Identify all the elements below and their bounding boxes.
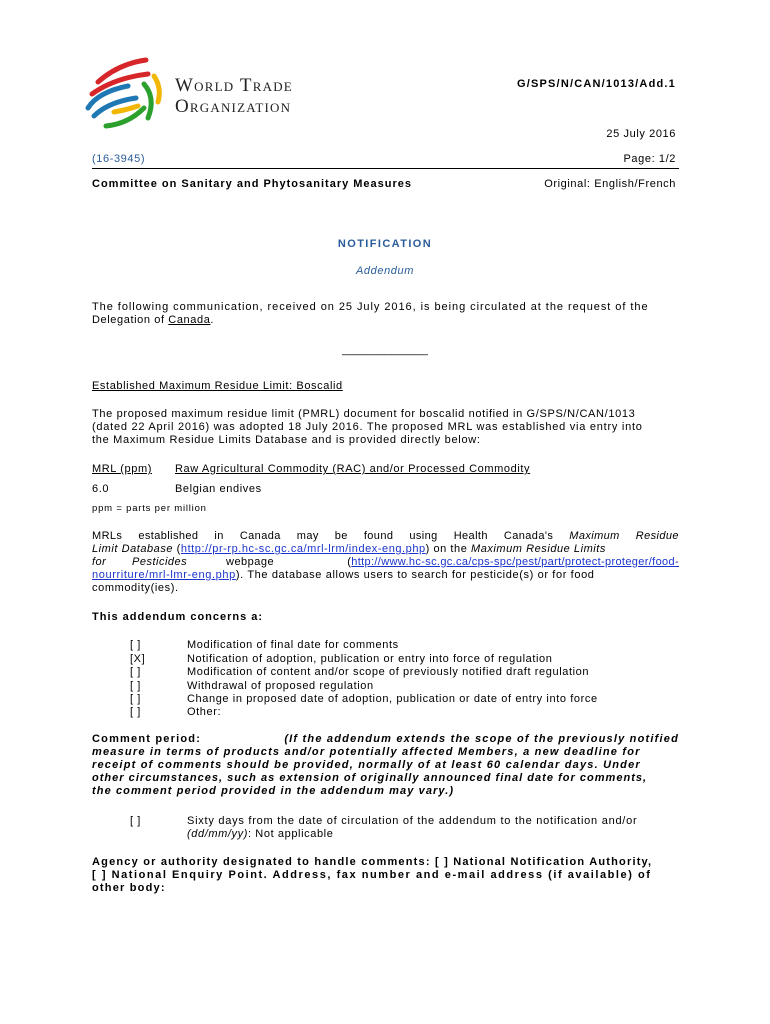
comment-checkbox[interactable]: [ ] [130,815,141,827]
section-para-line1: The proposed maximum residue limit (PMRL) document for boscalid notified in G/SPS/N/CAN/1013 [92,408,636,420]
mrls-line2 [92,542,606,556]
checkbox[interactable]: [ ] [130,680,141,692]
page-number: Page: 1/2 [623,153,676,165]
separator-line: ______________ [342,344,428,356]
concerns-heading: This addendum concerns a: [92,611,264,623]
comment-period-line3: receipt of comments should be provided, normally of at least 60 calendar days. Under [92,759,641,771]
doc-date: 25 July 2016 [606,128,676,140]
ref-number: (16-3945) [92,153,146,165]
org-name [175,75,293,117]
concern-label: Change in proposed date of adoption, publication or date of entry into force [187,693,598,705]
rac-column-header: Raw Agricultural Commodity (RAC) and/or Processed Commodity [175,463,531,475]
database-name: Limit Database [92,543,174,555]
agency-line3: other body: [92,882,166,894]
mrls-line3 [92,555,679,569]
doc-symbol: G/SPS/N/CAN/1013/Add.1 [516,78,676,90]
checkbox[interactable]: [ ] [130,693,141,705]
mrls-word: Canada [239,530,281,542]
mrls-word: established [138,530,199,542]
agency-line1: Agency or authority designated to handle comments: [ ] National Notification Authority, [92,856,653,868]
mrls-text: ). The database allows users to search for pesticide(s) or for food [235,569,595,581]
ppm-footnote: ppm = parts per million [92,503,207,514]
intro-line2 [92,313,214,327]
checkbox[interactable]: [ ] [130,666,141,678]
agency-line2: [ ] National Enquiry Point. Address, fax number and e-mail address (if available) of [92,869,652,881]
mrls-word: Maximum [569,530,620,542]
org-name-line2: Organization [175,96,292,117]
mrl-value: 6.0 [92,483,110,495]
original-language: Original: English/French [544,178,676,190]
checkbox-checked[interactable]: [X] [130,653,146,665]
mrls-word: Residue [635,530,679,542]
section-para-line3: the Maximum Residue Limits Database and is provided directly below: [92,434,481,446]
commodity-value: Belgian endives [175,483,262,495]
webpage-link-wrap [295,555,679,569]
concern-label: Notification of adoption, publication or entry into force of regulation [187,653,553,665]
mrls-word: webpage [226,556,275,568]
comment-period-label: Comment period: [92,733,202,745]
concern-label: Other: [187,706,222,718]
mrls-line5: commodity(ies). [92,582,179,594]
mrls-word: MRLs [92,530,123,542]
mrls-text: ) on the [425,543,471,555]
mrls-word: found [363,530,394,542]
mrls-line1 [92,529,679,543]
intro-line1: The following communication, received on 25 July 2016, is being circulated at the request of the [92,301,649,313]
mrls-word: using [409,530,438,542]
comment-option-line1: Sixty days from the date of circulation of the addendum to the notification and/or [187,815,638,827]
date-format: (dd/mm/yy) [187,828,248,840]
mrls-word: for [92,556,107,568]
webpage-name: Maximum Residue Limits [470,543,606,555]
not-applicable: : Not applicable [248,828,334,840]
concern-label: Withdrawal of proposed regulation [187,680,374,692]
org-name-line1: World Trade [175,75,293,96]
paren: ( [347,556,352,568]
header-divider [92,168,679,169]
section-para-line2: (dated 22 April 2016) was adopted 18 July 2016. The proposed MRL was established via entry into [92,421,643,433]
mrls-word: in [214,530,224,542]
section-heading: Established Maximum Residue Limit: Boscalid [92,380,343,392]
committee-name: Committee on Sanitary and Phytosanitary Measures [92,178,413,190]
mrl-column-header: MRL (ppm) [92,463,152,475]
mrls-word: be [334,530,348,542]
comment-period-line4: other circumstances, such as extension of originally announced final date for comments, [92,772,648,784]
concern-label: Modification of content and/or scope of previously notified draft regulation [187,666,590,678]
pesticides-webpage-link-cont[interactable]: nourriture/mrl-lmr-eng.php [92,569,236,581]
notification-title: NOTIFICATION [337,238,433,250]
mrls-word: Health [453,530,488,542]
comment-period-line2: measure in terms of products and/or potentially affected Members, a new deadline for [92,746,641,758]
checkbox[interactable]: [ ] [130,706,141,718]
addendum-subtitle: Addendum [355,265,414,277]
mrls-line4 [92,568,595,582]
comment-option-line2 [187,827,333,841]
comment-period-line5: the comment period provided in the addendum may vary.) [92,785,455,797]
mrls-word: Pesticides [132,556,188,568]
mrl-database-link[interactable]: http://pr-rp.hc-sc.gc.ca/mrl-lrm/index-eng.php [180,543,426,555]
comment-period-line1 [92,732,679,746]
pesticides-webpage-link[interactable]: http://www.hc-sc.gc.ca/cps-spc/pest/part/protect-proteger/food- [351,556,679,568]
checkbox[interactable]: [ ] [130,639,141,651]
mrls-word: Canada's [503,530,554,542]
wto-logo [84,52,166,134]
intro-suffix: . [210,314,215,326]
comment-period-text: (If the addendum extends the scope of the previously notified [284,733,679,745]
paren: ( [173,543,181,555]
mrls-word: may [296,530,319,542]
intro-prefix: Delegation of [92,314,169,326]
wto-logo-icon [84,52,166,134]
country-canada: Canada [168,314,211,326]
concern-label: Modification of final date for comments [187,639,399,651]
